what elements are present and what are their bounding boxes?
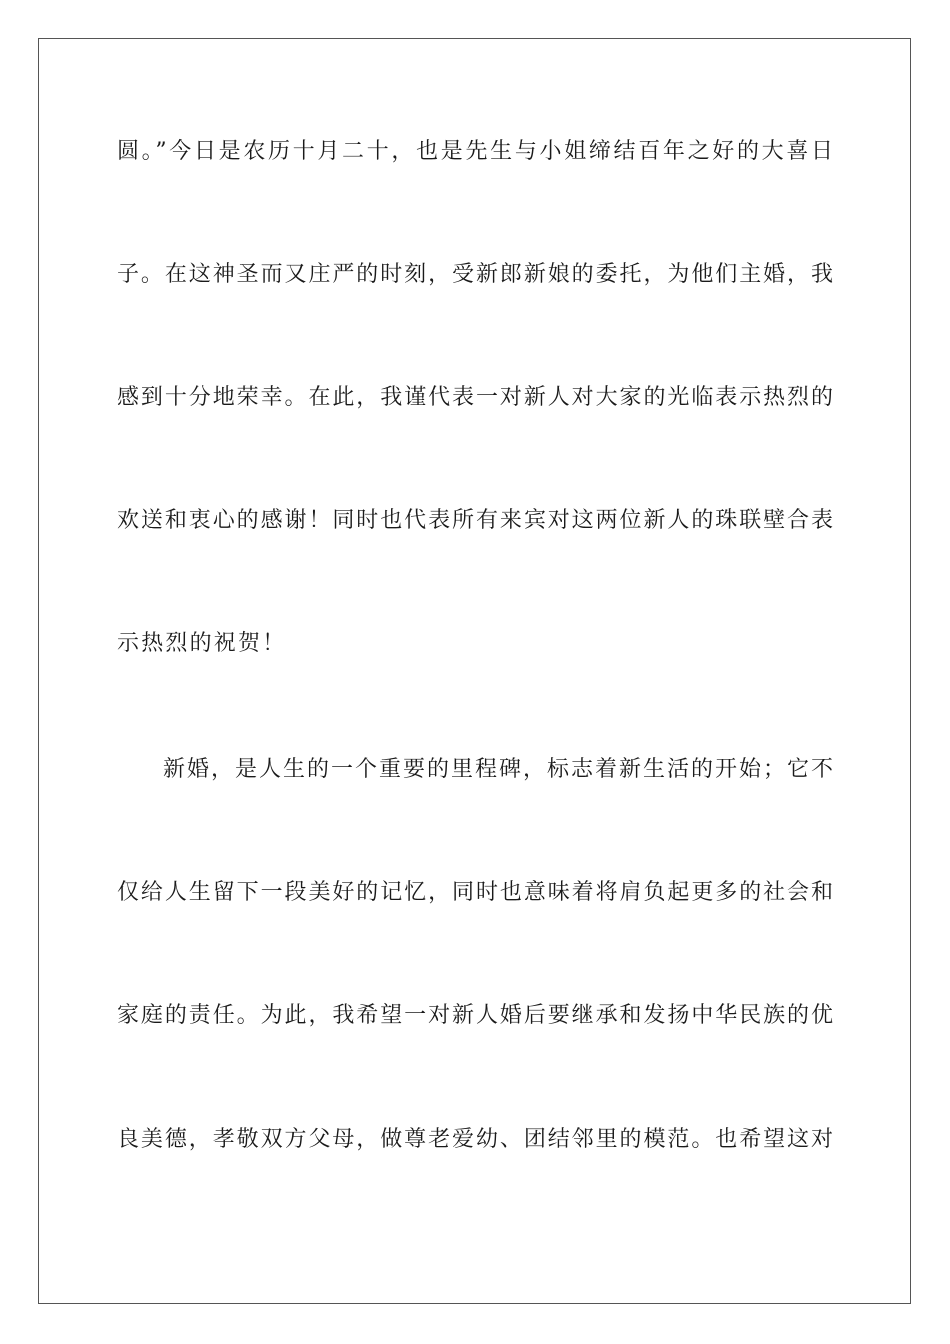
text-line-2: 子。在这神圣而又庄严的时刻，受新郎新娘的委托，为他们主婚，我	[117, 262, 833, 287]
text-line-7: 仅给人生留下一段美好的记忆，同时也意味着将肩负起更多的社会和	[117, 880, 833, 905]
text-line-4: 欢送和衷心的感谢！同时也代表所有来宾对这两位新人的珠联壁合表	[117, 508, 833, 533]
text-line-9: 良美德，孝敬双方父母，做尊老爱幼、团结邻里的模范。也希望这对	[117, 1127, 833, 1152]
page-frame	[38, 38, 911, 1304]
text-line-8: 家庭的责任。为此，我希望一对新人婚后要继承和发扬中华民族的优	[117, 1003, 833, 1028]
text-line-1: 圆。”今日是农历十月二十，也是先生与小姐缔结百年之好的大喜日	[117, 139, 833, 164]
text-line-6-paragraph-start: 新婚，是人生的一个重要的里程碑，标志着新生活的开始；它不	[163, 757, 833, 782]
text-line-5: 示热烈的祝贺！	[117, 631, 287, 656]
text-line-3: 感到十分地荣幸。在此，我谨代表一对新人对大家的光临表示热烈的	[117, 385, 833, 410]
